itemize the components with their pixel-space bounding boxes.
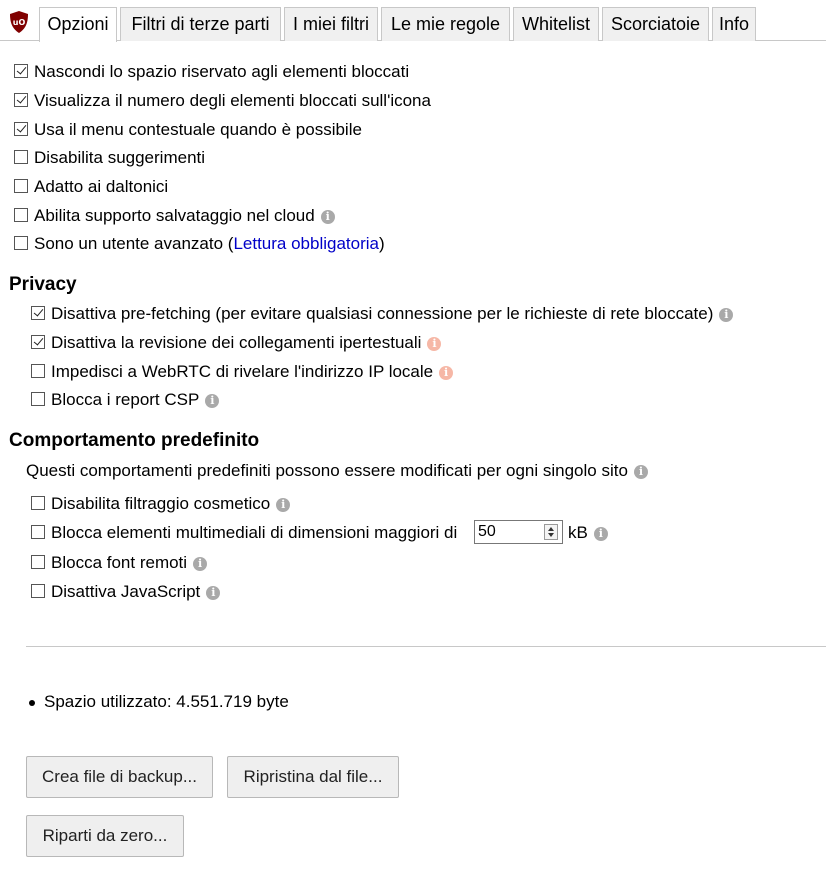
cloud-storage-checkbox[interactable] [14,208,28,222]
cloud-storage-label: Abilita supporto salvataggio nel cloud [34,206,315,225]
tab-filtri-terze-parti[interactable]: Filtri di terze parti [120,7,281,41]
cosmetic-filtering-label: Disabilita filtraggio cosmetico [51,494,271,513]
info-icon[interactable]: i [321,210,335,224]
tab-miei-filtri[interactable]: I miei filtri [284,7,378,41]
context-menu-checkbox[interactable] [14,122,28,136]
warning-info-icon[interactable]: i [427,337,441,351]
remote-fonts-label: Blocca font remoti [51,553,188,572]
info-icon[interactable]: i [205,394,219,408]
prefetching-checkbox[interactable] [31,306,45,320]
csp-reports-label-wrap [51,389,219,411]
warning-info-icon[interactable]: i [439,366,453,380]
tab-whitelist[interactable]: Whitelist [513,7,599,41]
backup-button[interactable]: Crea file di backup... [26,756,213,798]
webrtc-label: Impedisci a WebRTC di rivelare l'indirizzo IP locale [51,362,434,381]
hyperlink-auditing-label: Disattiva la revisione dei collegamenti ipertestuali [51,333,422,352]
prefetching-label: Disattiva pre-fetching (per evitare qualsiasi connessione per le richieste di rete bloccate) [51,304,714,323]
webrtc-checkbox[interactable] [31,364,45,378]
color-blind-label: Adatto ai daltonici [34,177,169,196]
info-icon[interactable]: i [276,498,290,512]
remote-fonts-label-wrap [51,552,207,574]
tab-bar [0,0,826,41]
advanced-user-label: Sono un utente avanzato ( [34,234,234,253]
tab-mie-regole[interactable]: Le mie regole [381,7,510,41]
show-icon-badge-label: Visualizza il numero degli elementi bloccati sull'icona [34,91,431,110]
large-media-size-value: 50 [478,523,496,540]
javascript-label: Disattiva JavaScript [51,582,201,601]
large-media-unit: kB [568,523,588,542]
cosmetic-filtering-checkbox[interactable] [31,496,45,510]
tab-scorciatoie[interactable]: Scorciatoie [602,7,709,41]
required-reading-link[interactable]: Lettura obbligatoria [233,234,379,253]
disable-tooltips-checkbox[interactable] [14,150,28,164]
javascript-label-wrap [51,581,220,603]
default-behavior-description-wrap [26,460,648,482]
remote-fonts-checkbox[interactable] [31,555,45,569]
large-media-unit-wrap [568,522,608,544]
context-menu-label: Usa il menu contestuale quando è possibile [34,120,362,139]
hyperlink-auditing-checkbox[interactable] [31,335,45,349]
prefetching-label-wrap [51,303,733,325]
info-icon[interactable]: i [594,527,608,541]
disable-tooltips-label: Disabilita suggerimenti [34,148,206,167]
advanced-user-label-suffix: ) [378,234,385,253]
large-media-checkbox[interactable] [31,525,45,539]
info-icon[interactable]: i [206,586,220,600]
csp-reports-checkbox[interactable] [31,392,45,406]
restore-button[interactable]: Ripristina dal file... [227,756,399,798]
color-blind-checkbox[interactable] [14,179,28,193]
hide-placeholders-checkbox[interactable] [14,64,28,78]
logo-text: uO [12,18,26,27]
default-behavior-heading: Comportamento predefinito [9,430,260,451]
storage-used: Spazio utilizzato: 4.551.719 byte [44,692,289,711]
webrtc-label-wrap [51,361,453,383]
large-media-label: Blocca elementi multimediali di dimensioni maggiori di [51,523,458,542]
section-divider [26,646,826,647]
spinner-arrows-icon[interactable] [544,524,558,540]
info-icon[interactable]: i [634,465,648,479]
hyperlink-auditing-label-wrap [51,332,441,354]
privacy-heading: Privacy [9,274,77,295]
bullet-icon [29,700,35,706]
info-icon[interactable]: i [719,308,733,322]
default-behavior-description: Questi comportamenti predefiniti possono essere modificati per ogni singolo sito [26,461,628,480]
advanced-user-checkbox[interactable] [14,236,28,250]
info-icon[interactable]: i [193,557,207,571]
advanced-user-label-wrap [34,233,385,255]
javascript-checkbox[interactable] [31,584,45,598]
show-icon-badge-checkbox[interactable] [14,93,28,107]
option-large-media [0,522,640,544]
csp-reports-label: Blocca i report CSP [51,390,200,409]
ublock-logo-icon [8,10,30,34]
tab-opzioni[interactable]: Opzioni [39,7,117,42]
hide-placeholders-label: Nascondi lo spazio riservato agli elementi bloccati [34,62,410,81]
tab-info[interactable]: Info [712,7,756,41]
reset-button[interactable]: Riparti da zero... [26,815,184,857]
large-media-size-input[interactable] [474,520,563,544]
cosmetic-filtering-label-wrap [51,493,290,515]
cloud-storage-label-wrap [34,205,335,227]
